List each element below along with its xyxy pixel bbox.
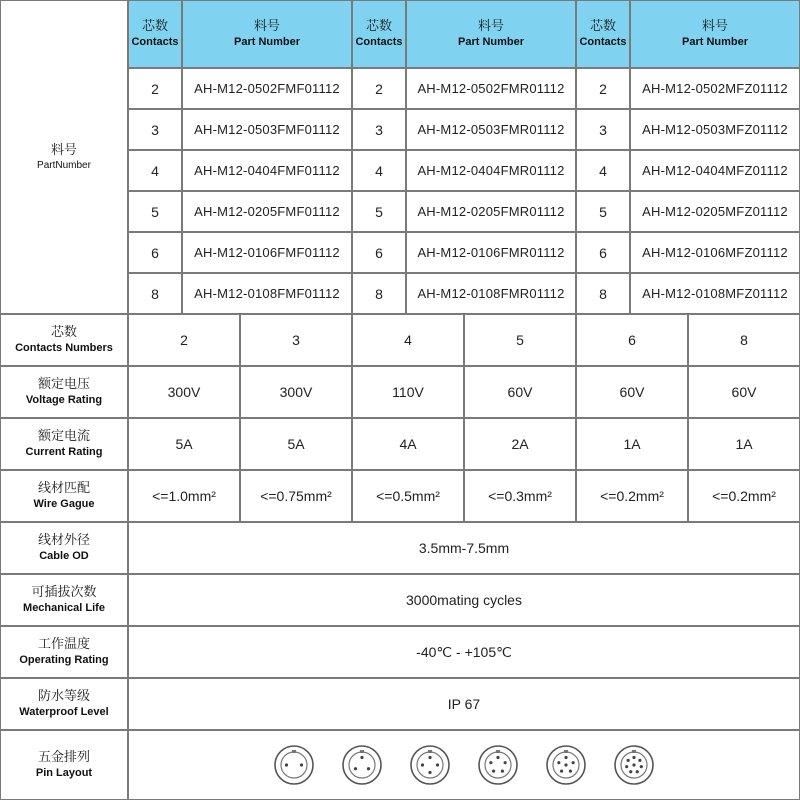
wire-gauge-value: [352, 470, 464, 522]
contacts-value: 2: [375, 80, 383, 97]
voltage-rating-value: [240, 366, 352, 418]
part-row-number: [630, 150, 800, 191]
header-part-zh: 料号: [477, 19, 504, 34]
part-number-value: AH-M12-0106MFZ01112: [642, 245, 788, 260]
voltage-rating-value-text: 300V: [279, 384, 313, 400]
contacts-value: 6: [375, 244, 383, 261]
part-row-contacts: [576, 150, 630, 191]
part-number-label-en: PartNumber: [37, 159, 91, 171]
waterproof-level-value: [128, 678, 800, 730]
part-number-value: AH-M12-0108FMF01112: [194, 286, 340, 301]
part-row-number: [182, 191, 352, 232]
mechanical-life-label-en: Mechanical Life: [23, 602, 105, 614]
header-part-number-3: [630, 0, 800, 68]
part-number-value: AH-M12-0106FMF01112: [194, 245, 340, 260]
contacts-value: 8: [599, 285, 607, 302]
current-rating-value: [576, 418, 688, 470]
voltage-rating-value-text: 60V: [731, 384, 757, 400]
operating-rating-label-zh: 工作温度: [37, 637, 90, 652]
part-row-contacts: [576, 109, 630, 150]
part-row-number: [406, 191, 576, 232]
cable-od-value: [128, 522, 800, 574]
header-contacts-zh: 芯数: [141, 19, 168, 34]
contacts-numbers-label: [0, 314, 128, 366]
wire-gauge-value-text: <=0.3mm²: [488, 488, 552, 504]
contacts-value: 4: [375, 162, 383, 179]
wire-gauge-value: [688, 470, 800, 522]
contacts-numbers-value-text: 3: [292, 332, 300, 348]
mechanical-life-value: [128, 574, 800, 626]
part-number-value: AH-M12-0106FMR01112: [417, 245, 565, 260]
part-number-value: AH-M12-0205FMF01112: [194, 204, 340, 219]
part-number-value: AH-M12-0503FMR01112: [417, 122, 565, 137]
part-row-contacts: [576, 191, 630, 232]
current-rating-value-text: 1A: [623, 436, 641, 452]
header-part-zh: 料号: [701, 19, 728, 34]
wire-gauge-value: [240, 470, 352, 522]
header-part-zh: 料号: [253, 19, 280, 34]
waterproof-level-label-en: Waterproof Level: [19, 706, 109, 718]
part-row-number: [406, 68, 576, 109]
part-row-number: [406, 273, 576, 314]
cable-od-label-zh: 线材外径: [37, 533, 90, 548]
current-rating-value-text: 4A: [399, 436, 417, 452]
cable-od-value-text: 3.5mm-7.5mm: [418, 540, 510, 556]
contacts-numbers-value-text: 2: [180, 332, 188, 348]
header-contacts-en: Contacts: [131, 36, 179, 48]
contacts-value: 4: [599, 162, 607, 179]
voltage-rating-value: [576, 366, 688, 418]
current-rating-value-text: 2A: [511, 436, 529, 452]
contacts-value: 3: [375, 121, 383, 138]
wire-gauge-value: [576, 470, 688, 522]
part-row-number: [630, 232, 800, 273]
contacts-numbers-value: [128, 314, 240, 366]
part-row-contacts: [128, 191, 182, 232]
part-row-contacts: [352, 232, 406, 273]
part-row-contacts: [352, 273, 406, 314]
part-number-value: AH-M12-0503MFZ01112: [642, 122, 788, 137]
part-row-contacts: [576, 68, 630, 109]
part-row-contacts: [128, 150, 182, 191]
contacts-numbers-value: [688, 314, 800, 366]
part-row-contacts: [352, 68, 406, 109]
voltage-rating-value-text: 110V: [392, 384, 424, 400]
header-contacts-zh: 芯数: [589, 19, 616, 34]
part-row-number: [630, 191, 800, 232]
part-row-number: [182, 109, 352, 150]
part-number-value: AH-M12-0502FMF01112: [194, 81, 340, 96]
header-part-number-1: [182, 0, 352, 68]
waterproof-level-label-zh: 防水等级: [37, 689, 90, 704]
part-number-value: AH-M12-0502FMR01112: [417, 81, 565, 96]
pin-layout-label-en: Pin Layout: [35, 767, 93, 779]
contacts-numbers-value-text: 6: [628, 332, 636, 348]
operating-rating-value-text: -40℃ - +105℃: [416, 643, 512, 660]
part-number-value: AH-M12-0108FMR01112: [417, 286, 565, 301]
part-row-number: [182, 68, 352, 109]
part-row-number: [406, 232, 576, 273]
current-rating-value-text: 5A: [287, 436, 305, 452]
part-row-number: [182, 232, 352, 273]
header-contacts-en: Contacts: [355, 36, 403, 48]
contacts-value: 2: [151, 80, 159, 97]
part-row-number: [630, 68, 800, 109]
pin-layout-6-icon: [545, 744, 587, 786]
part-row-number: [406, 150, 576, 191]
contacts-numbers-value: [464, 314, 576, 366]
part-number-value: AH-M12-0503FMF01112: [194, 122, 340, 137]
header-contacts-zh: 芯数: [365, 19, 392, 34]
part-row-number: [630, 109, 800, 150]
waterproof-level-label: [0, 678, 128, 730]
header-contacts-1: [128, 0, 182, 68]
part-row-contacts: [128, 109, 182, 150]
part-number-value: AH-M12-0502MFZ01112: [642, 81, 788, 96]
contacts-value: 4: [151, 162, 159, 179]
contacts-numbers-value: [352, 314, 464, 366]
wire-gauge-value-text: <=0.5mm²: [376, 488, 440, 504]
mechanical-life-label-zh: 可插拔次数: [31, 585, 97, 600]
part-row-contacts: [128, 232, 182, 273]
waterproof-level-value-text: IP 67: [447, 696, 481, 712]
voltage-rating-value: [352, 366, 464, 418]
voltage-rating-label-zh: 额定电压: [37, 377, 90, 392]
contacts-numbers-value-text: 5: [516, 332, 524, 348]
part-number-value: AH-M12-0205MFZ01112: [642, 204, 788, 219]
current-rating-value: [128, 418, 240, 470]
contacts-value: 6: [599, 244, 607, 261]
voltage-rating-value-text: 300V: [167, 384, 201, 400]
contacts-numbers-value: [240, 314, 352, 366]
contacts-value: 5: [375, 203, 383, 220]
wire-gauge-value: [128, 470, 240, 522]
operating-rating-value: [128, 626, 800, 678]
part-row-contacts: [352, 150, 406, 191]
pin-layout-label: [0, 730, 128, 800]
part-row-contacts: [128, 68, 182, 109]
cable-od-label: [0, 522, 128, 574]
wire-gauge-label: [0, 470, 128, 522]
contacts-value: 8: [375, 285, 383, 302]
cable-od-label-en: Cable OD: [39, 550, 89, 562]
mechanical-life-value-text: 3000mating cycles: [406, 592, 522, 608]
contacts-numbers-value-text: 4: [404, 332, 412, 348]
contacts-numbers-label-zh: 芯数: [50, 325, 77, 340]
part-number-value: AH-M12-0404FMR01112: [417, 163, 565, 178]
part-row-contacts: [352, 191, 406, 232]
voltage-rating-label: [0, 366, 128, 418]
part-row-number: [182, 150, 352, 191]
header-part-en: Part Number: [457, 36, 525, 48]
part-row-number: [182, 273, 352, 314]
part-row-contacts: [352, 109, 406, 150]
pin-layout-value: [128, 730, 800, 800]
wire-gauge-label-zh: 线材匹配: [37, 481, 90, 496]
part-row-contacts: [128, 273, 182, 314]
current-rating-value-text: 5A: [175, 436, 193, 452]
header-contacts-2: [352, 0, 406, 68]
voltage-rating-label-en: Voltage Rating: [25, 394, 103, 406]
current-rating-value: [240, 418, 352, 470]
part-row-number: [630, 273, 800, 314]
part-number-value: AH-M12-0404MFZ01112: [642, 163, 788, 178]
contacts-value: 6: [151, 244, 159, 261]
pin-layout-icons: [260, 744, 668, 786]
part-number-value: AH-M12-0404FMF01112: [194, 163, 340, 178]
pin-layout-4-icon: [409, 744, 451, 786]
pin-layout-label-zh: 五金排列: [37, 750, 90, 765]
current-rating-value: [688, 418, 800, 470]
current-rating-label: [0, 418, 128, 470]
wire-gauge-value: [464, 470, 576, 522]
pin-layout-3-icon: [341, 744, 383, 786]
header-contacts-3: [576, 0, 630, 68]
current-rating-label-en: Current Rating: [25, 446, 103, 458]
wire-gauge-value-text: <=0.75mm²: [260, 488, 332, 504]
current-rating-value-text: 1A: [735, 436, 753, 452]
pin-layout-2-icon: [273, 744, 315, 786]
operating-rating-label-en: Operating Rating: [19, 654, 109, 666]
wire-gauge-value-text: <=0.2mm²: [712, 488, 776, 504]
pin-layout-8-icon: [613, 744, 655, 786]
part-number-row-label: [0, 0, 128, 314]
wire-gauge-value-text: <=0.2mm²: [600, 488, 664, 504]
part-number-value: AH-M12-0108MFZ01112: [642, 286, 788, 301]
current-rating-value: [352, 418, 464, 470]
contacts-numbers-value-text: 8: [740, 332, 748, 348]
header-part-en: Part Number: [233, 36, 301, 48]
header-part-number-2: [406, 0, 576, 68]
part-number-label-zh: 料号: [50, 142, 77, 158]
voltage-rating-value: [464, 366, 576, 418]
part-row-number: [406, 109, 576, 150]
header-part-en: Part Number: [681, 36, 749, 48]
mechanical-life-label: [0, 574, 128, 626]
voltage-rating-value: [688, 366, 800, 418]
contacts-numbers-value: [576, 314, 688, 366]
wire-gauge-label-en: Wire Gague: [33, 498, 95, 510]
contacts-value: 2: [599, 80, 607, 97]
voltage-rating-value-text: 60V: [507, 384, 533, 400]
current-rating-label-zh: 额定电流: [37, 429, 90, 444]
voltage-rating-value-text: 60V: [619, 384, 645, 400]
contacts-numbers-label-en: Contacts Numbers: [15, 342, 113, 354]
current-rating-value: [464, 418, 576, 470]
header-contacts-en: Contacts: [579, 36, 627, 48]
part-number-value: AH-M12-0205FMR01112: [417, 204, 565, 219]
wire-gauge-value-text: <=1.0mm²: [152, 488, 216, 504]
contacts-value: 3: [599, 121, 607, 138]
contacts-value: 5: [151, 203, 159, 220]
part-row-contacts: [576, 232, 630, 273]
operating-rating-label: [0, 626, 128, 678]
part-row-contacts: [576, 273, 630, 314]
contacts-value: 8: [151, 285, 159, 302]
voltage-rating-value: [128, 366, 240, 418]
contacts-value: 3: [151, 121, 159, 138]
pin-layout-5-icon: [477, 744, 519, 786]
contacts-value: 5: [599, 203, 607, 220]
